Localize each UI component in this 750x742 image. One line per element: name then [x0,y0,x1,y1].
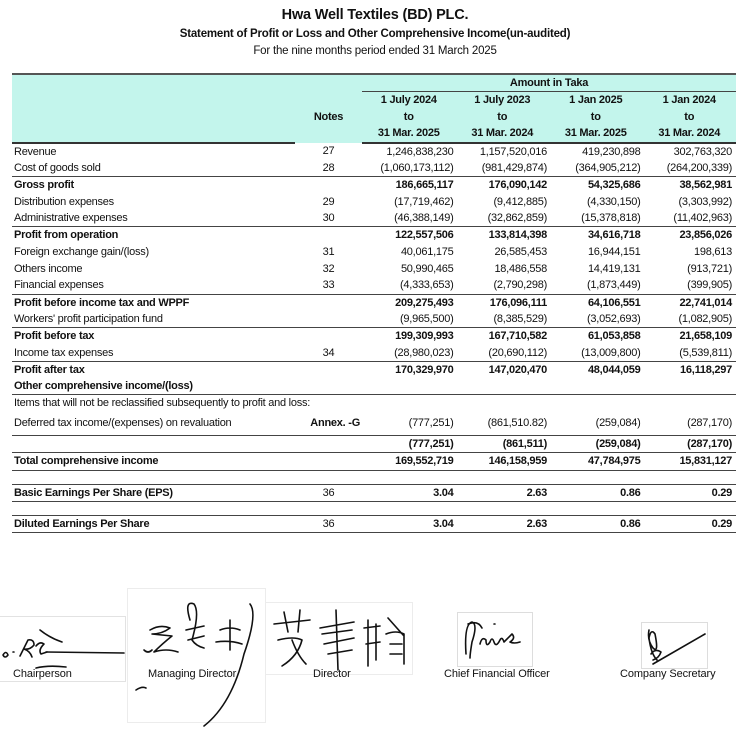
row-value: (287,170) [643,412,737,436]
notes-header: Notes [295,92,362,143]
row-label: Administrative expenses [12,210,295,227]
row-value: 176,090,142 [488,179,547,192]
row-label: Total comprehensive income [12,453,295,470]
column-header-end: 31 Mar. 2024 [643,125,737,142]
table-row-profit-after-tax [12,361,736,378]
managing-director-signature-icon [130,590,265,730]
column-header-to: to [643,109,737,126]
table-row-gross-profit [12,177,736,194]
row-value: (1,873,449) [549,277,643,294]
company-name: Hwa Well Textiles (BD) PLC. [281,7,469,23]
row-value: 3.04 [362,515,456,532]
row-value: 54,325,686 [587,179,641,192]
row-value: 3.04 [362,484,456,501]
cfo-signature-icon [460,614,532,666]
row-value: (17,719,462) [394,195,454,208]
company-secretary-label: Company Secretary [620,668,716,680]
row-note: 29 [322,195,335,208]
table-row-distribution-expenses [12,193,736,210]
director-label: Director [313,668,351,680]
row-label: Foreign exchange gain/(loss) [14,245,149,258]
table-row-wppf [12,311,736,328]
row-value: (364,905,212) [549,160,643,177]
row-value: (11,402,963) [643,210,737,227]
row-note: 36 [295,515,362,532]
row-label: Profit before tax [14,330,95,343]
period-description: For the nine months period ended 31 March 2025 [253,45,497,57]
row-value: 147,020,470 [488,363,547,376]
row-value: 18,486,558 [494,262,547,275]
row-label: Basic Earnings Per Share (EPS) [12,484,295,501]
column-header-from: 1 July 2023 [456,92,550,109]
row-value: 21,658,109 [679,330,732,343]
column-header-from: 1 July 2024 [362,92,456,109]
table-row-profit-from-operation [12,227,736,244]
row-value: 1,157,520,016 [479,145,547,158]
table-row-cost-of-goods-sold [12,160,736,177]
row-value: 15,831,127 [643,453,737,470]
table-body [12,143,736,533]
row-value: (399,905) [643,277,737,294]
row-label: Profit after tax [14,363,85,376]
row-value: (264,200,339) [643,160,737,177]
row-note: 34 [295,344,362,361]
row-label: Profit before income tax and WPPF [14,296,190,309]
row-value: (9,965,500) [362,311,456,328]
row-value: 23,856,026 [679,229,732,242]
row-label: Items that will not be reclassified subsequently to profit and loss: [14,397,311,410]
amount-in-taka-header: Amount in Taka [362,74,736,92]
row-value: (1,082,905) [643,311,737,328]
cfo-label: Chief Financial Officer [444,668,550,680]
spacer-row [12,501,736,515]
table-row-income-tax-expenses [12,344,736,361]
table-row-revenue [12,143,736,160]
row-value: 14,419,131 [587,262,641,275]
row-value: (28,980,023) [362,344,456,361]
row-value: (777,251) [362,412,456,436]
row-value: 302,763,320 [673,145,732,158]
row-label: Revenue [14,145,57,158]
spacer-cell [12,501,736,515]
row-value: 47,784,975 [549,453,643,470]
row-value: 38,562,981 [679,179,732,192]
row-value: 169,552,719 [362,453,456,470]
row-value: 170,329,970 [395,363,454,376]
row-value: (4,333,653) [362,277,456,294]
row-note: 28 [295,160,362,177]
row-note [295,328,362,345]
column-header-from: 1 Jan 2025 [549,92,643,109]
row-value: 419,230,898 [582,145,641,158]
column-header-end: 31 Mar. 2025 [549,125,643,142]
row-value: 2.63 [456,515,550,532]
row-note [295,294,362,311]
row-label: Distribution expenses [14,195,114,208]
header-blank [12,109,295,126]
row-label: Deferred tax income/(expenses) on revaluation [12,412,295,436]
row-label: Financial expenses [12,277,295,294]
row-value: 50,990,465 [400,262,454,275]
table-row-profit-before-tax-wppf [12,294,736,311]
row-note [295,453,362,470]
header-blank [295,74,362,92]
row-value: 22,741,014 [679,296,732,309]
table-row-financial-expenses [12,277,736,294]
row-label [12,436,295,453]
column-header-to: to [549,109,643,126]
row-value: 61,053,858 [587,330,641,343]
table-row-total-comprehensive-income [12,453,736,470]
header-blank [12,125,295,142]
row-value: 0.86 [549,515,643,532]
column-header-end: 31 Mar. 2024 [456,125,550,142]
column-header-from: 1 Jan 2024 [643,92,737,109]
row-label: Cost of goods sold [12,160,295,177]
row-note: Annex. -G [295,412,362,436]
row-value: 209,275,493 [395,296,454,309]
row-note [295,177,362,194]
managing-director-label: Managing Director [148,668,237,680]
row-label: Workers' profit participation fund [12,311,295,328]
column-header-to: to [362,109,456,126]
row-label: Others income [14,262,83,275]
table-row-items-not-reclassified [12,395,736,412]
row-value: (4,330,150) [586,195,641,208]
table-row-deferred-tax [12,412,736,436]
row-value: 133,814,398 [488,229,547,242]
income-statement-table [12,73,736,533]
row-note [295,436,362,453]
statement-header [0,6,750,59]
row-value: (3,052,693) [549,311,643,328]
row-value: (9,412,885) [493,195,547,208]
spacer-cell [12,470,736,484]
row-value: 2.63 [456,484,550,501]
row-note [295,227,362,244]
row-value: (981,429,874) [456,160,550,177]
row-value: 167,710,582 [488,330,547,343]
row-label: Diluted Earnings Per Share [12,515,295,532]
row-value: (3,303,992) [678,195,732,208]
row-value: 48,044,059 [587,363,641,376]
row-value: (2,790,298) [456,277,550,294]
row-value: 146,158,959 [456,453,550,470]
spacer-row [12,470,736,484]
row-value: (259,084) [549,412,643,436]
row-value: (777,251) [362,436,456,453]
row-value: (5,539,811) [643,344,737,361]
table-row-oci-heading [12,378,736,395]
table-row-foreign-exchange [12,244,736,261]
row-value: 0.29 [643,515,737,532]
row-value: 16,118,297 [680,363,732,376]
row-note: 36 [295,484,362,501]
row-value: (287,170) [643,436,737,453]
row-value: 122,557,506 [395,229,454,242]
row-value: (1,060,173,112) [362,160,456,177]
table-row-diluted-eps [12,515,736,532]
column-header-to: to [456,109,550,126]
row-value: 16,944,151 [587,245,641,258]
table-row-basic-eps [12,484,736,501]
row-value: 40,061,175 [400,245,454,258]
row-value: (861,511) [456,436,550,453]
table-row-others-income [12,260,736,277]
column-header-end: 31 Mar. 2025 [362,125,456,142]
company-secretary-signature-icon [643,624,708,668]
row-value: 198,613 [693,245,732,258]
table-row-oci-subtotal [12,436,736,453]
row-value: 0.29 [643,484,737,501]
row-value: 26,585,453 [494,245,547,258]
row-value: 1,246,838,230 [386,145,454,158]
row-value: 199,309,993 [395,330,454,343]
row-value: 186,665,117 [395,179,454,192]
director-signature-icon [268,604,413,674]
row-note: 32 [322,262,335,275]
row-note: 33 [295,277,362,294]
row-value: (46,388,149) [362,210,456,227]
row-note [295,311,362,328]
row-label: Other comprehensive income/(loss) [12,378,736,395]
header-blank [12,92,295,109]
row-note: 27 [322,145,335,157]
statement-title: Statement of Profit or Loss and Other Comprehensive Income(un-audited) [179,28,571,40]
row-value: (861,510.82) [456,412,550,436]
chairperson-label: Chairperson [13,668,72,680]
row-value: 64,106,551 [587,296,641,309]
row-value: (13,009,800) [549,344,643,361]
row-value: 34,616,718 [587,229,641,242]
row-value: (259,084) [549,436,643,453]
row-note: 30 [295,210,362,227]
row-value: (20,690,112) [456,344,550,361]
table-row-administrative-expenses [12,210,736,227]
row-label: Gross profit [14,179,74,192]
table-header [12,74,736,143]
row-value: (32,862,859) [456,210,550,227]
row-value: 176,096,111 [489,296,547,309]
row-value: (8,385,529) [456,311,550,328]
row-value: 0.86 [549,484,643,501]
header-blank [12,74,295,92]
row-note: 31 [322,245,335,258]
row-label: Income tax expenses [12,344,295,361]
row-note [295,361,362,378]
row-value: (913,721) [687,262,732,275]
table-row-profit-before-tax [12,328,736,345]
row-value: (15,378,818) [549,210,643,227]
row-label: Profit from operation [14,229,119,242]
